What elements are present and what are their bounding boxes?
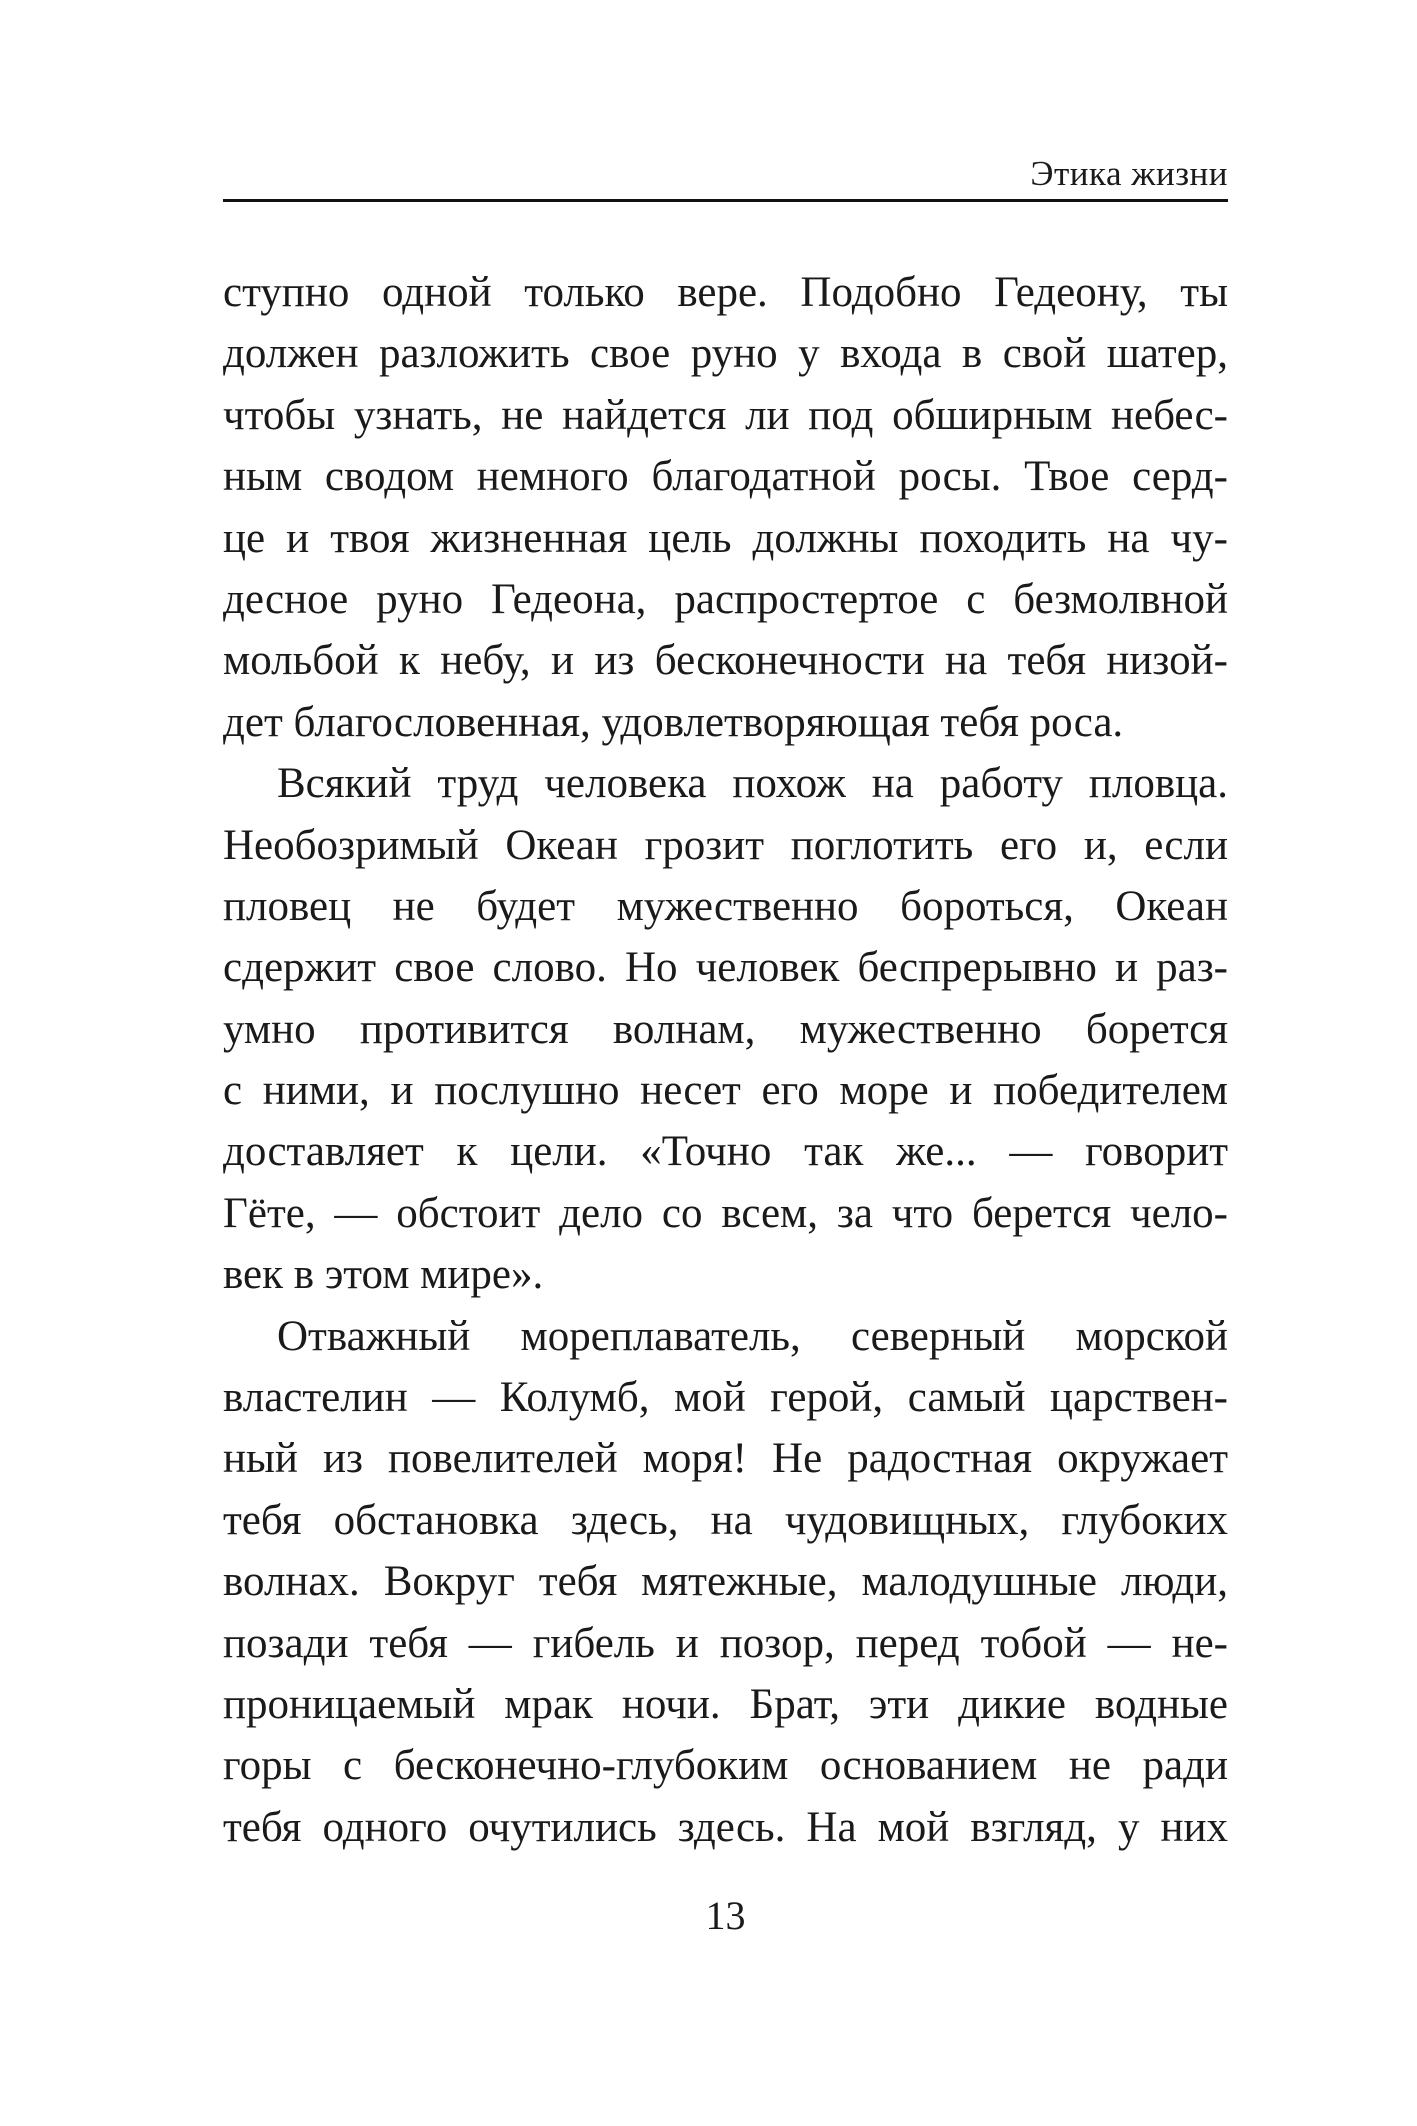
text-line: должен разложить свое руно у входа в свой шатер,: [223, 330, 1228, 378]
text-line: Всякий труд человека похож на работу пловца.: [277, 760, 1228, 808]
body-text: [223, 262, 1228, 1858]
text-line: с ними, и послушно несет его море и победителем: [223, 1067, 1228, 1115]
text-line: десное руно Гедеона, распростертое с безмолвной: [223, 575, 1228, 623]
page-number: 13: [705, 1893, 746, 1938]
text-line: ным сводом немного благодатной росы. Твое серд-: [223, 453, 1228, 501]
text-line: волнах. Вокруг тебя мятежные, малодушные люди,: [223, 1558, 1228, 1606]
text-line: пловец не будет мужественно бороться, Океан: [223, 882, 1228, 930]
text-line: век в этом мире».: [223, 1251, 544, 1299]
text-line: це и твоя жизненная цель должны походить на чу-: [223, 514, 1228, 562]
header-rule: [223, 199, 1228, 202]
text-line: умно противится волнам, мужественно борется: [223, 1005, 1228, 1053]
text-line: позади тебя — гибель и позор, перед тобой — не-: [223, 1619, 1228, 1667]
text-line: проницаемый мрак ночи. Брат, эти дикие водные: [223, 1680, 1228, 1728]
text-line: доставляет к цели. «Точно так же... — говорит: [223, 1128, 1228, 1176]
text-line: сдержит свое слово. Но человек беспрерывно и раз-: [223, 944, 1228, 992]
text-line: тебя одного очутились здесь. На мой взгляд, у них: [223, 1803, 1228, 1851]
text-line: Необозримый Океан грозит поглотить его и, если: [223, 821, 1228, 869]
text-line: Гёте, — обстоит дело со всем, за что берется чело-: [223, 1189, 1228, 1237]
text-line: дет благословенная, удовлетворяющая тебя роса.: [223, 698, 1124, 746]
text-line: Отважный мореплаватель, северный морской: [277, 1312, 1228, 1360]
text-line: ный из повелителей моря! Не радостная окружает: [223, 1435, 1228, 1483]
running-header: Этика жизни: [1030, 154, 1228, 193]
text-line: чтобы узнать, не найдется ли под обширным небес-: [223, 391, 1228, 439]
text-line: мольбой к небу, и из бесконечности на тебя низой-: [223, 637, 1228, 685]
text-line: тебя обстановка здесь, на чудовищных, глубоких: [223, 1496, 1228, 1544]
text-line: ступно одной только вере. Подобно Гедеону, ты: [223, 269, 1228, 316]
text-line: горы с бесконечно-глубоким основанием не ради: [223, 1742, 1228, 1790]
text-line: властелин — Колумб, мой герой, самый царствен-: [223, 1374, 1228, 1422]
